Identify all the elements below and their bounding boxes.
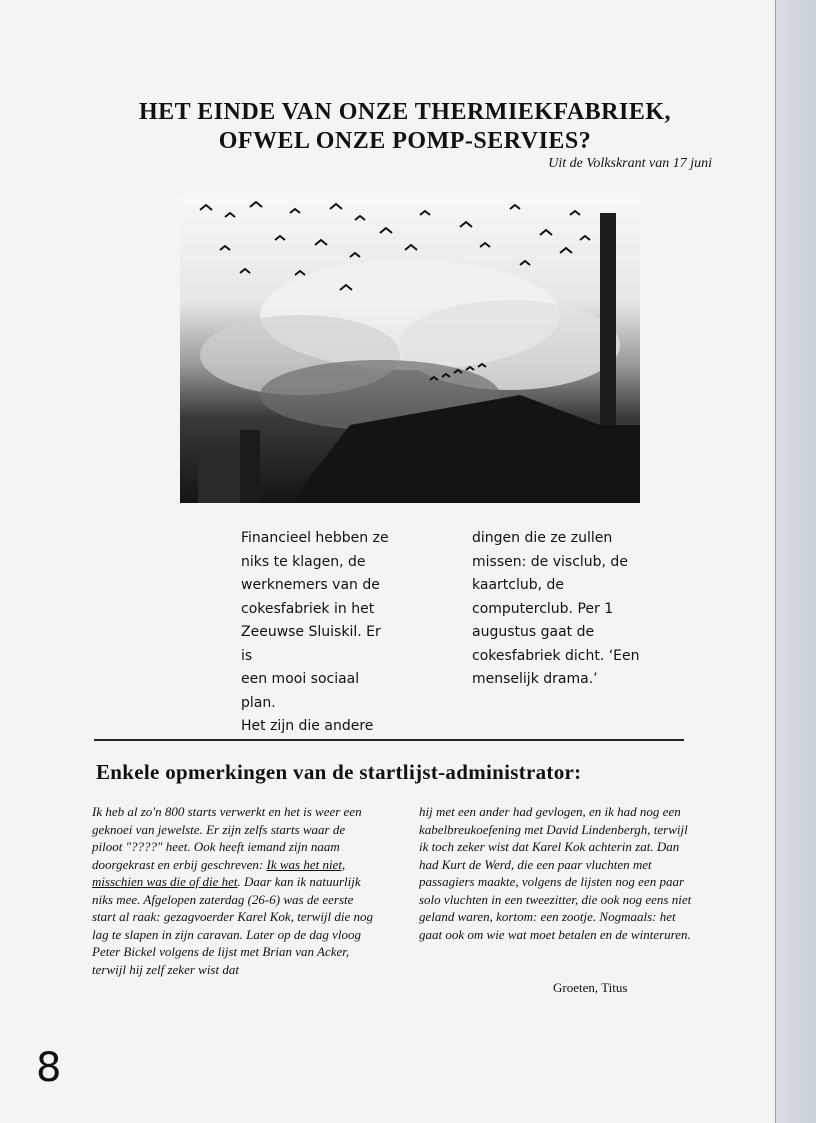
section-title: Enkele opmerkingen van de startlijst-administrator:	[96, 760, 582, 784]
remarks-column-2: hij met een ander had gevlogen, en ik had nog een kabelbreukoefening met David Lindenbergh, terwijl ik toch zeker wist dat Karel Kok achterin zat. Dan had Kurt de Werd, die een paar vluchten met passagiers maakte, volgens de lijsten nog een paar solo vluchten in een tweezitter, die ook nog eens niet geland waren, kortom: een zootje. Nogmaals: het gaat ook om wie wat moet betalen en de winteruren.	[419, 804, 692, 942]
page-edge	[775, 0, 816, 1123]
article-line: Financieel hebben ze	[241, 530, 389, 546]
article-line: cokesfabriek dicht. ‘Een	[472, 647, 640, 664]
headline-line-2: OFWEL ONZE POMP-SERVIES?	[218, 128, 592, 154]
article-line: kaartclub, de	[472, 577, 565, 593]
factory-photo	[180, 195, 640, 503]
headline	[90, 98, 720, 156]
article-line: dingen die ze zullen	[472, 530, 613, 546]
article-line: Zeeuwse Sluiskil. Er is	[241, 624, 381, 664]
remarks-column-1	[92, 803, 377, 978]
page-number: 8	[36, 1045, 62, 1091]
article-column-1	[241, 527, 391, 739]
article-line: menselijk drama.’	[472, 671, 598, 687]
signoff: Groeten, Titus	[553, 980, 628, 995]
article-line: missen: de visclub, de	[472, 553, 628, 570]
article-column-2	[472, 527, 642, 692]
headline-line-1: HET EINDE VAN ONZE THERMIEKFABRIEK,	[138, 99, 672, 125]
article-line: cokesfabriek in het	[241, 600, 375, 617]
remarks-underlined-quote: Ik was het niet, misschien was die of die het	[92, 856, 346, 889]
article-line: een mooi sociaal plan.	[241, 671, 360, 711]
article-line: werknemers van de	[241, 577, 380, 593]
section-divider	[94, 739, 684, 741]
article-line: niks te klagen, de	[241, 553, 366, 570]
article-line: computerclub. Per 1	[472, 600, 614, 617]
article-line: augustus gaat de	[472, 624, 595, 640]
article-line: Het zijn die andere	[241, 718, 374, 734]
remarks-text-start: Ik heb al zo'n 800 starts verwerkt en het is weer een geknoei van jewelste. Er zijn zelfs starts waar de piloot "????" heet. Ook heeft iemand zijn naam doorgekrast en erbij geschreven:	[92, 804, 362, 872]
factory-photo-art	[180, 195, 640, 503]
remarks-text-end: . Daar kan ik natuurlijk niks mee. Afgelopen zaterdag (26-6) was de eerste start al raak: gezagvoerder Karel Kok, terwijl die nog lag te slapen in zijn caravan. Later op de dag vloog Peter Bickel volgens de lijst met Brian van Acker, terwijl hij zelf zeker wist dat	[92, 874, 374, 977]
source-caption: Uit de Volkskrant van 17 juni	[548, 156, 712, 171]
